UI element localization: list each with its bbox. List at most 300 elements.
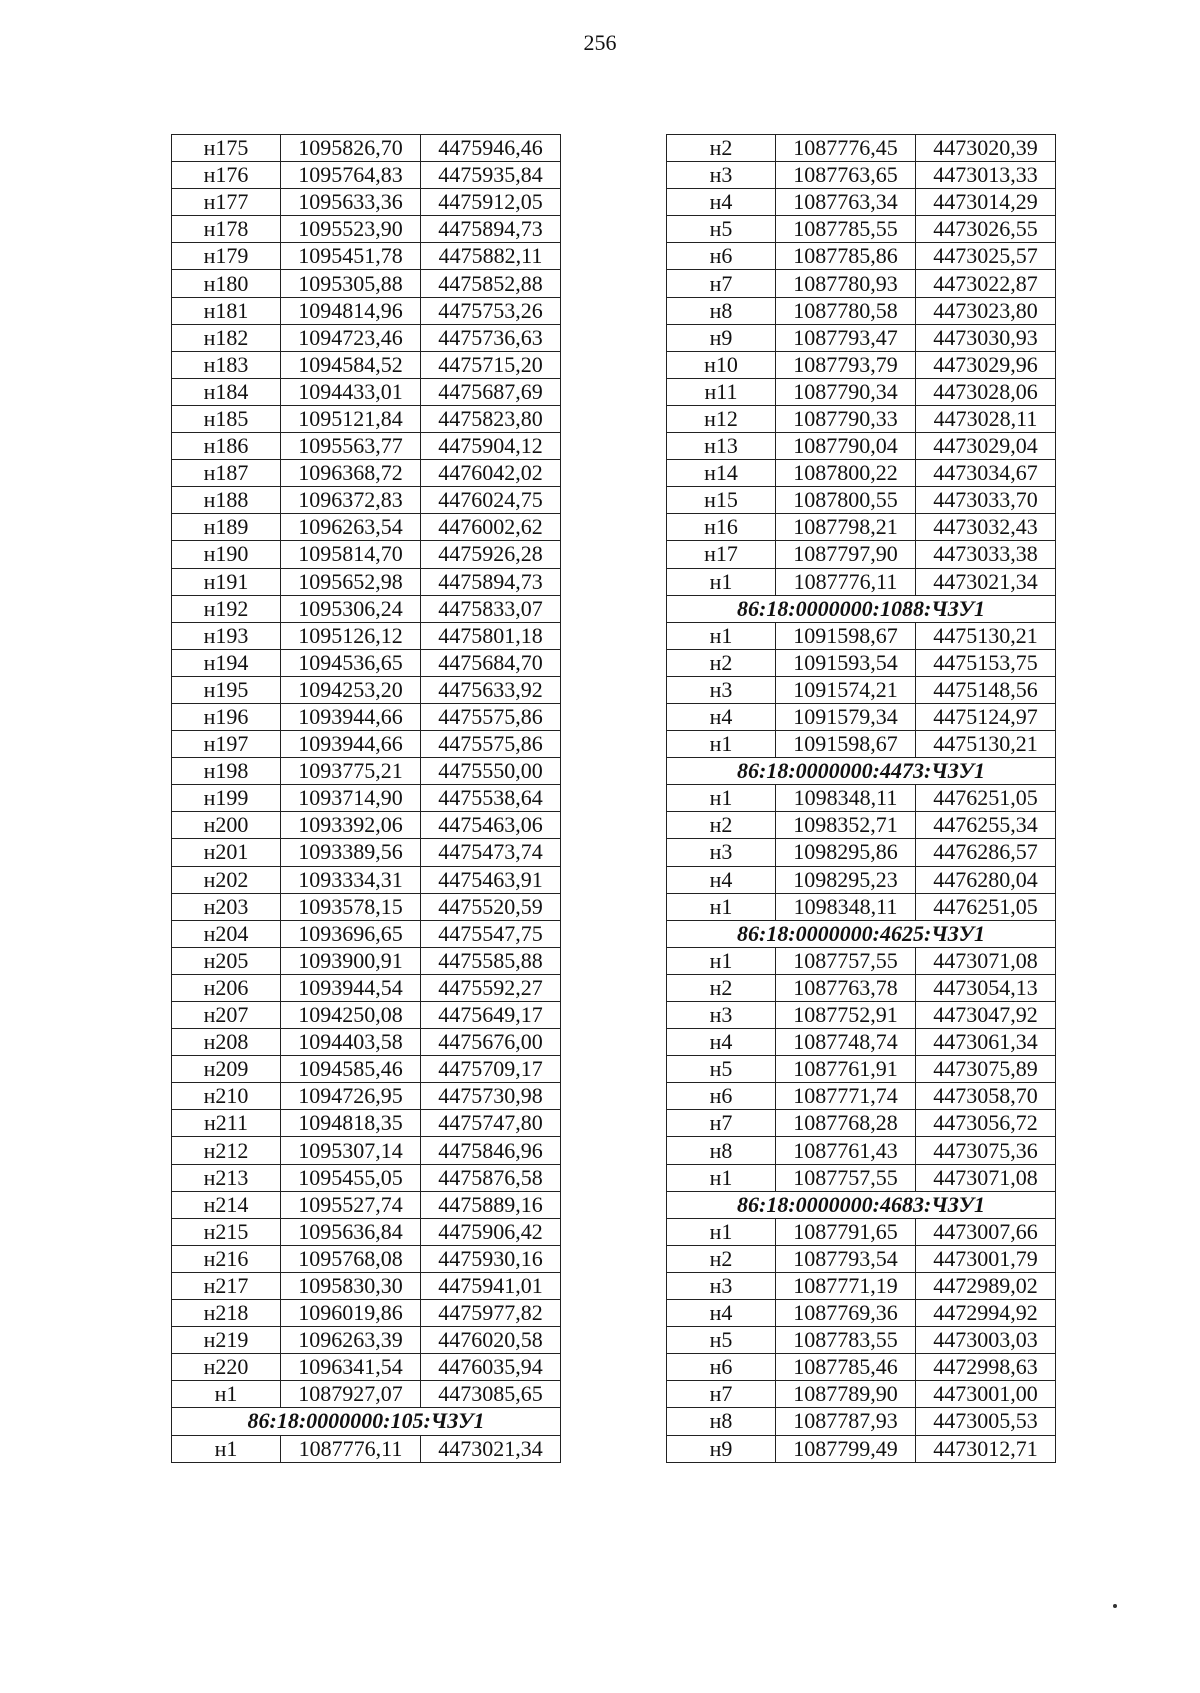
point-label: н3 bbox=[667, 162, 776, 189]
y-coordinate: 4475463,91 bbox=[421, 866, 561, 893]
x-coordinate: 1087761,91 bbox=[776, 1056, 916, 1083]
x-coordinate: 1094585,46 bbox=[281, 1056, 421, 1083]
table-row bbox=[667, 216, 1056, 243]
table-row bbox=[172, 162, 561, 189]
point-label: н6 bbox=[667, 1354, 776, 1381]
y-coordinate: 4473021,34 bbox=[916, 568, 1056, 595]
y-coordinate: 4475592,27 bbox=[421, 974, 561, 1001]
table-row bbox=[172, 216, 561, 243]
table-row bbox=[172, 378, 561, 405]
x-coordinate: 1087791,65 bbox=[776, 1218, 916, 1245]
x-coordinate: 1098352,71 bbox=[776, 812, 916, 839]
x-coordinate: 1095455,05 bbox=[281, 1164, 421, 1191]
y-coordinate: 4473022,87 bbox=[916, 270, 1056, 297]
table-row bbox=[172, 1300, 561, 1327]
x-coordinate: 1091598,67 bbox=[776, 622, 916, 649]
y-coordinate: 4475124,97 bbox=[916, 703, 1056, 730]
y-coordinate: 4473054,13 bbox=[916, 974, 1056, 1001]
y-coordinate: 4476255,34 bbox=[916, 812, 1056, 839]
table-row bbox=[172, 1083, 561, 1110]
x-coordinate: 1087785,55 bbox=[776, 216, 916, 243]
x-coordinate: 1087799,49 bbox=[776, 1435, 916, 1462]
y-coordinate: 4475550,00 bbox=[421, 758, 561, 785]
table-row bbox=[172, 758, 561, 785]
point-label: н198 bbox=[172, 758, 281, 785]
point-label: н2 bbox=[667, 649, 776, 676]
point-label: н195 bbox=[172, 676, 281, 703]
table-row bbox=[667, 1083, 1056, 1110]
x-coordinate: 1094253,20 bbox=[281, 676, 421, 703]
point-label: н193 bbox=[172, 622, 281, 649]
point-label: н5 bbox=[667, 1327, 776, 1354]
x-coordinate: 1087763,34 bbox=[776, 189, 916, 216]
point-label: н15 bbox=[667, 487, 776, 514]
y-coordinate: 4473075,36 bbox=[916, 1137, 1056, 1164]
table-row bbox=[172, 243, 561, 270]
x-coordinate: 1094723,46 bbox=[281, 324, 421, 351]
table-row bbox=[667, 649, 1056, 676]
x-coordinate: 1098348,11 bbox=[776, 785, 916, 812]
x-coordinate: 1098348,11 bbox=[776, 893, 916, 920]
y-coordinate: 4475823,80 bbox=[421, 405, 561, 432]
table-row bbox=[667, 676, 1056, 703]
y-coordinate: 4473005,53 bbox=[916, 1408, 1056, 1435]
point-label: н180 bbox=[172, 270, 281, 297]
y-coordinate: 4476280,04 bbox=[916, 866, 1056, 893]
point-label: н1 bbox=[667, 1218, 776, 1245]
point-label: н214 bbox=[172, 1191, 281, 1218]
x-coordinate: 1087763,78 bbox=[776, 974, 916, 1001]
y-coordinate: 4475463,06 bbox=[421, 812, 561, 839]
table-row bbox=[172, 1164, 561, 1191]
x-coordinate: 1087763,65 bbox=[776, 162, 916, 189]
x-coordinate: 1095126,12 bbox=[281, 622, 421, 649]
x-coordinate: 1094403,58 bbox=[281, 1029, 421, 1056]
x-coordinate: 1094250,08 bbox=[281, 1002, 421, 1029]
point-label: н188 bbox=[172, 487, 281, 514]
y-coordinate: 4475730,98 bbox=[421, 1083, 561, 1110]
x-coordinate: 1093944,66 bbox=[281, 731, 421, 758]
y-coordinate: 4473003,03 bbox=[916, 1327, 1056, 1354]
table-row bbox=[667, 703, 1056, 730]
y-coordinate: 4472998,63 bbox=[916, 1354, 1056, 1381]
table-row bbox=[667, 487, 1056, 514]
point-label: н209 bbox=[172, 1056, 281, 1083]
table-row bbox=[667, 297, 1056, 324]
point-label: н1 bbox=[667, 947, 776, 974]
x-coordinate: 1087761,43 bbox=[776, 1137, 916, 1164]
section-header-row bbox=[667, 758, 1056, 785]
table-row bbox=[172, 947, 561, 974]
x-coordinate: 1096263,39 bbox=[281, 1327, 421, 1354]
y-coordinate: 4475935,84 bbox=[421, 162, 561, 189]
y-coordinate: 4473013,33 bbox=[916, 162, 1056, 189]
x-coordinate: 1098295,23 bbox=[776, 866, 916, 893]
y-coordinate: 4472989,02 bbox=[916, 1272, 1056, 1299]
x-coordinate: 1087793,54 bbox=[776, 1245, 916, 1272]
table-row bbox=[172, 189, 561, 216]
y-coordinate: 4475904,12 bbox=[421, 433, 561, 460]
point-label: н178 bbox=[172, 216, 281, 243]
x-coordinate: 1094814,96 bbox=[281, 297, 421, 324]
y-coordinate: 4475715,20 bbox=[421, 351, 561, 378]
point-label: н3 bbox=[667, 1272, 776, 1299]
y-coordinate: 4476024,75 bbox=[421, 487, 561, 514]
y-coordinate: 4476251,05 bbox=[916, 785, 1056, 812]
table-row bbox=[172, 703, 561, 730]
table-row bbox=[172, 405, 561, 432]
point-label: н204 bbox=[172, 920, 281, 947]
table-row bbox=[667, 135, 1056, 162]
point-label: н176 bbox=[172, 162, 281, 189]
point-label: н191 bbox=[172, 568, 281, 595]
point-label: н183 bbox=[172, 351, 281, 378]
x-coordinate: 1095523,90 bbox=[281, 216, 421, 243]
y-coordinate: 4473047,92 bbox=[916, 1002, 1056, 1029]
y-coordinate: 4473034,67 bbox=[916, 460, 1056, 487]
point-label: н3 bbox=[667, 839, 776, 866]
table-row bbox=[172, 839, 561, 866]
table-row bbox=[172, 487, 561, 514]
y-coordinate: 4475153,75 bbox=[916, 649, 1056, 676]
table-row bbox=[667, 1408, 1056, 1435]
point-label: н201 bbox=[172, 839, 281, 866]
y-coordinate: 4475676,00 bbox=[421, 1029, 561, 1056]
table-row bbox=[172, 731, 561, 758]
point-label: н185 bbox=[172, 405, 281, 432]
point-label: н2 bbox=[667, 974, 776, 1001]
point-label: н208 bbox=[172, 1029, 281, 1056]
y-coordinate: 4475747,80 bbox=[421, 1110, 561, 1137]
point-label: н207 bbox=[172, 1002, 281, 1029]
point-label: н2 bbox=[667, 135, 776, 162]
cadastral-number: 86:18:0000000:105:ЧЗУ1 bbox=[172, 1408, 561, 1435]
point-label: н7 bbox=[667, 1381, 776, 1408]
y-coordinate: 4473030,93 bbox=[916, 324, 1056, 351]
x-coordinate: 1087793,47 bbox=[776, 324, 916, 351]
y-coordinate: 4473026,55 bbox=[916, 216, 1056, 243]
point-label: н184 bbox=[172, 378, 281, 405]
x-coordinate: 1087785,46 bbox=[776, 1354, 916, 1381]
x-coordinate: 1095563,77 bbox=[281, 433, 421, 460]
table-row bbox=[667, 731, 1056, 758]
x-coordinate: 1087757,55 bbox=[776, 947, 916, 974]
x-coordinate: 1087797,90 bbox=[776, 541, 916, 568]
point-label: н177 bbox=[172, 189, 281, 216]
point-label: н4 bbox=[667, 189, 776, 216]
point-label: н182 bbox=[172, 324, 281, 351]
point-label: н215 bbox=[172, 1218, 281, 1245]
table-row bbox=[667, 839, 1056, 866]
table-row bbox=[667, 1218, 1056, 1245]
point-label: н14 bbox=[667, 460, 776, 487]
right-table-body bbox=[667, 135, 1056, 1463]
point-label: н4 bbox=[667, 866, 776, 893]
x-coordinate: 1095826,70 bbox=[281, 135, 421, 162]
y-coordinate: 4476002,62 bbox=[421, 514, 561, 541]
y-coordinate: 4475876,58 bbox=[421, 1164, 561, 1191]
table-row bbox=[172, 270, 561, 297]
y-coordinate: 4475906,42 bbox=[421, 1218, 561, 1245]
y-coordinate: 4475946,46 bbox=[421, 135, 561, 162]
x-coordinate: 1095305,88 bbox=[281, 270, 421, 297]
x-coordinate: 1087771,74 bbox=[776, 1083, 916, 1110]
x-coordinate: 1093334,31 bbox=[281, 866, 421, 893]
point-label: н3 bbox=[667, 1002, 776, 1029]
y-coordinate: 4473023,80 bbox=[916, 297, 1056, 324]
x-coordinate: 1087789,90 bbox=[776, 1381, 916, 1408]
table-row bbox=[667, 1435, 1056, 1462]
x-coordinate: 1087752,91 bbox=[776, 1002, 916, 1029]
point-label: н1 bbox=[667, 893, 776, 920]
y-coordinate: 4475575,86 bbox=[421, 731, 561, 758]
table-row bbox=[667, 162, 1056, 189]
x-coordinate: 1087798,21 bbox=[776, 514, 916, 541]
y-coordinate: 4475894,73 bbox=[421, 568, 561, 595]
y-coordinate: 4476042,02 bbox=[421, 460, 561, 487]
y-coordinate: 4473001,00 bbox=[916, 1381, 1056, 1408]
y-coordinate: 4473025,57 bbox=[916, 243, 1056, 270]
table-row bbox=[172, 1137, 561, 1164]
page-number: 256 bbox=[583, 30, 617, 55]
section-header-row bbox=[667, 595, 1056, 622]
y-coordinate: 4473061,34 bbox=[916, 1029, 1056, 1056]
x-coordinate: 1096372,83 bbox=[281, 487, 421, 514]
table-row bbox=[667, 1327, 1056, 1354]
y-coordinate: 4475547,75 bbox=[421, 920, 561, 947]
y-coordinate: 4473020,39 bbox=[916, 135, 1056, 162]
y-coordinate: 4475882,11 bbox=[421, 243, 561, 270]
y-coordinate: 4473021,34 bbox=[421, 1435, 561, 1462]
table-row bbox=[667, 514, 1056, 541]
y-coordinate: 4475684,70 bbox=[421, 649, 561, 676]
x-coordinate: 1087771,19 bbox=[776, 1272, 916, 1299]
table-row bbox=[172, 1381, 561, 1408]
point-label: н8 bbox=[667, 1137, 776, 1164]
point-label: н12 bbox=[667, 405, 776, 432]
table-row bbox=[172, 1272, 561, 1299]
x-coordinate: 1091574,21 bbox=[776, 676, 916, 703]
x-coordinate: 1094584,52 bbox=[281, 351, 421, 378]
table-row bbox=[172, 135, 561, 162]
x-coordinate: 1087783,55 bbox=[776, 1327, 916, 1354]
y-coordinate: 4475538,64 bbox=[421, 785, 561, 812]
x-coordinate: 1095830,30 bbox=[281, 1272, 421, 1299]
y-coordinate: 4475520,59 bbox=[421, 893, 561, 920]
y-coordinate: 4475894,73 bbox=[421, 216, 561, 243]
point-label: н200 bbox=[172, 812, 281, 839]
point-label: н8 bbox=[667, 1408, 776, 1435]
x-coordinate: 1094726,95 bbox=[281, 1083, 421, 1110]
x-coordinate: 1087780,58 bbox=[776, 297, 916, 324]
x-coordinate: 1095814,70 bbox=[281, 541, 421, 568]
y-coordinate: 4473033,70 bbox=[916, 487, 1056, 514]
x-coordinate: 1093775,21 bbox=[281, 758, 421, 785]
y-coordinate: 4475709,17 bbox=[421, 1056, 561, 1083]
table-row bbox=[667, 1029, 1056, 1056]
table-row bbox=[172, 1056, 561, 1083]
x-coordinate: 1091598,67 bbox=[776, 731, 916, 758]
x-coordinate: 1093578,15 bbox=[281, 893, 421, 920]
table-row bbox=[667, 351, 1056, 378]
table-row bbox=[667, 541, 1056, 568]
point-label: н2 bbox=[667, 812, 776, 839]
x-coordinate: 1098295,86 bbox=[776, 839, 916, 866]
x-coordinate: 1096019,86 bbox=[281, 1300, 421, 1327]
x-coordinate: 1093944,54 bbox=[281, 974, 421, 1001]
x-coordinate: 1087776,45 bbox=[776, 135, 916, 162]
table-row bbox=[172, 297, 561, 324]
y-coordinate: 4475852,88 bbox=[421, 270, 561, 297]
table-row bbox=[667, 433, 1056, 460]
point-label: н7 bbox=[667, 270, 776, 297]
table-row bbox=[667, 1245, 1056, 1272]
x-coordinate: 1087793,79 bbox=[776, 351, 916, 378]
x-coordinate: 1095636,84 bbox=[281, 1218, 421, 1245]
table-row bbox=[172, 676, 561, 703]
table-row bbox=[172, 1002, 561, 1029]
section-header-row bbox=[667, 920, 1056, 947]
table-row bbox=[667, 460, 1056, 487]
point-label: н212 bbox=[172, 1137, 281, 1164]
y-coordinate: 4475912,05 bbox=[421, 189, 561, 216]
point-label: н210 bbox=[172, 1083, 281, 1110]
x-coordinate: 1095451,78 bbox=[281, 243, 421, 270]
y-coordinate: 4473028,06 bbox=[916, 378, 1056, 405]
table-row bbox=[667, 1300, 1056, 1327]
table-row bbox=[667, 974, 1056, 1001]
x-coordinate: 1087790,33 bbox=[776, 405, 916, 432]
x-coordinate: 1094433,01 bbox=[281, 378, 421, 405]
table-row bbox=[667, 189, 1056, 216]
y-coordinate: 4473001,79 bbox=[916, 1245, 1056, 1272]
point-label: н175 bbox=[172, 135, 281, 162]
table-row bbox=[172, 1191, 561, 1218]
point-label: н16 bbox=[667, 514, 776, 541]
y-coordinate: 4473028,11 bbox=[916, 405, 1056, 432]
y-coordinate: 4475130,21 bbox=[916, 622, 1056, 649]
y-coordinate: 4475889,16 bbox=[421, 1191, 561, 1218]
table-row bbox=[667, 866, 1056, 893]
cadastral-number: 86:18:0000000:4683:ЧЗУ1 bbox=[667, 1191, 1056, 1218]
table-row bbox=[172, 595, 561, 622]
table-row bbox=[667, 243, 1056, 270]
y-coordinate: 4475585,88 bbox=[421, 947, 561, 974]
point-label: н2 bbox=[667, 1245, 776, 1272]
table-row bbox=[172, 568, 561, 595]
table-row bbox=[172, 351, 561, 378]
point-label: н1 bbox=[667, 1164, 776, 1191]
table-row bbox=[667, 1272, 1056, 1299]
table-row bbox=[172, 866, 561, 893]
point-label: н192 bbox=[172, 595, 281, 622]
table-row bbox=[667, 1137, 1056, 1164]
x-coordinate: 1095306,24 bbox=[281, 595, 421, 622]
y-coordinate: 4473071,08 bbox=[916, 947, 1056, 974]
point-label: н199 bbox=[172, 785, 281, 812]
section-header-row bbox=[172, 1408, 561, 1435]
point-label: н196 bbox=[172, 703, 281, 730]
x-coordinate: 1087780,93 bbox=[776, 270, 916, 297]
x-coordinate: 1087927,07 bbox=[281, 1381, 421, 1408]
table-row bbox=[172, 1110, 561, 1137]
point-label: н6 bbox=[667, 1083, 776, 1110]
point-label: н1 bbox=[667, 622, 776, 649]
table-row bbox=[172, 1354, 561, 1381]
point-label: н220 bbox=[172, 1354, 281, 1381]
table-row bbox=[667, 324, 1056, 351]
y-coordinate: 4476020,58 bbox=[421, 1327, 561, 1354]
y-coordinate: 4475977,82 bbox=[421, 1300, 561, 1327]
point-label: н194 bbox=[172, 649, 281, 676]
table-row bbox=[172, 324, 561, 351]
table-row bbox=[667, 1110, 1056, 1137]
point-label: н216 bbox=[172, 1245, 281, 1272]
left-coordinates-table bbox=[171, 134, 561, 1463]
x-coordinate: 1094818,35 bbox=[281, 1110, 421, 1137]
x-coordinate: 1093900,91 bbox=[281, 947, 421, 974]
cadastral-number: 86:18:0000000:1088:ЧЗУ1 bbox=[667, 595, 1056, 622]
point-label: н17 bbox=[667, 541, 776, 568]
y-coordinate: 4473029,96 bbox=[916, 351, 1056, 378]
point-label: н1 bbox=[667, 785, 776, 812]
table-row bbox=[667, 1002, 1056, 1029]
point-label: н8 bbox=[667, 297, 776, 324]
y-coordinate: 4475473,74 bbox=[421, 839, 561, 866]
y-coordinate: 4473012,71 bbox=[916, 1435, 1056, 1462]
point-label: н179 bbox=[172, 243, 281, 270]
cadastral-number: 86:18:0000000:4625:ЧЗУ1 bbox=[667, 920, 1056, 947]
table-row bbox=[172, 1435, 561, 1462]
table-row bbox=[172, 893, 561, 920]
point-label: н189 bbox=[172, 514, 281, 541]
y-coordinate: 4473007,66 bbox=[916, 1218, 1056, 1245]
x-coordinate: 1093389,56 bbox=[281, 839, 421, 866]
x-coordinate: 1095768,08 bbox=[281, 1245, 421, 1272]
x-coordinate: 1087790,34 bbox=[776, 378, 916, 405]
y-coordinate: 4475930,16 bbox=[421, 1245, 561, 1272]
point-label: н197 bbox=[172, 731, 281, 758]
point-label: н5 bbox=[667, 1056, 776, 1083]
table-row bbox=[667, 568, 1056, 595]
x-coordinate: 1087768,28 bbox=[776, 1110, 916, 1137]
point-label: н10 bbox=[667, 351, 776, 378]
x-coordinate: 1096341,54 bbox=[281, 1354, 421, 1381]
y-coordinate: 4475833,07 bbox=[421, 595, 561, 622]
x-coordinate: 1087787,93 bbox=[776, 1408, 916, 1435]
point-label: н7 bbox=[667, 1110, 776, 1137]
y-coordinate: 4473058,70 bbox=[916, 1083, 1056, 1110]
table-row bbox=[667, 378, 1056, 405]
point-label: н13 bbox=[667, 433, 776, 460]
point-label: н1 bbox=[172, 1381, 281, 1408]
x-coordinate: 1095652,98 bbox=[281, 568, 421, 595]
left-table-body bbox=[172, 135, 561, 1463]
y-coordinate: 4475649,17 bbox=[421, 1002, 561, 1029]
x-coordinate: 1093944,66 bbox=[281, 703, 421, 730]
table-row bbox=[667, 893, 1056, 920]
point-label: н211 bbox=[172, 1110, 281, 1137]
point-label: н203 bbox=[172, 893, 281, 920]
y-coordinate: 4476251,05 bbox=[916, 893, 1056, 920]
y-coordinate: 4475148,56 bbox=[916, 676, 1056, 703]
y-coordinate: 4475753,26 bbox=[421, 297, 561, 324]
x-coordinate: 1087748,74 bbox=[776, 1029, 916, 1056]
x-coordinate: 1087769,36 bbox=[776, 1300, 916, 1327]
table-row bbox=[172, 812, 561, 839]
cadastral-number: 86:18:0000000:4473:ЧЗУ1 bbox=[667, 758, 1056, 785]
table-row bbox=[667, 405, 1056, 432]
